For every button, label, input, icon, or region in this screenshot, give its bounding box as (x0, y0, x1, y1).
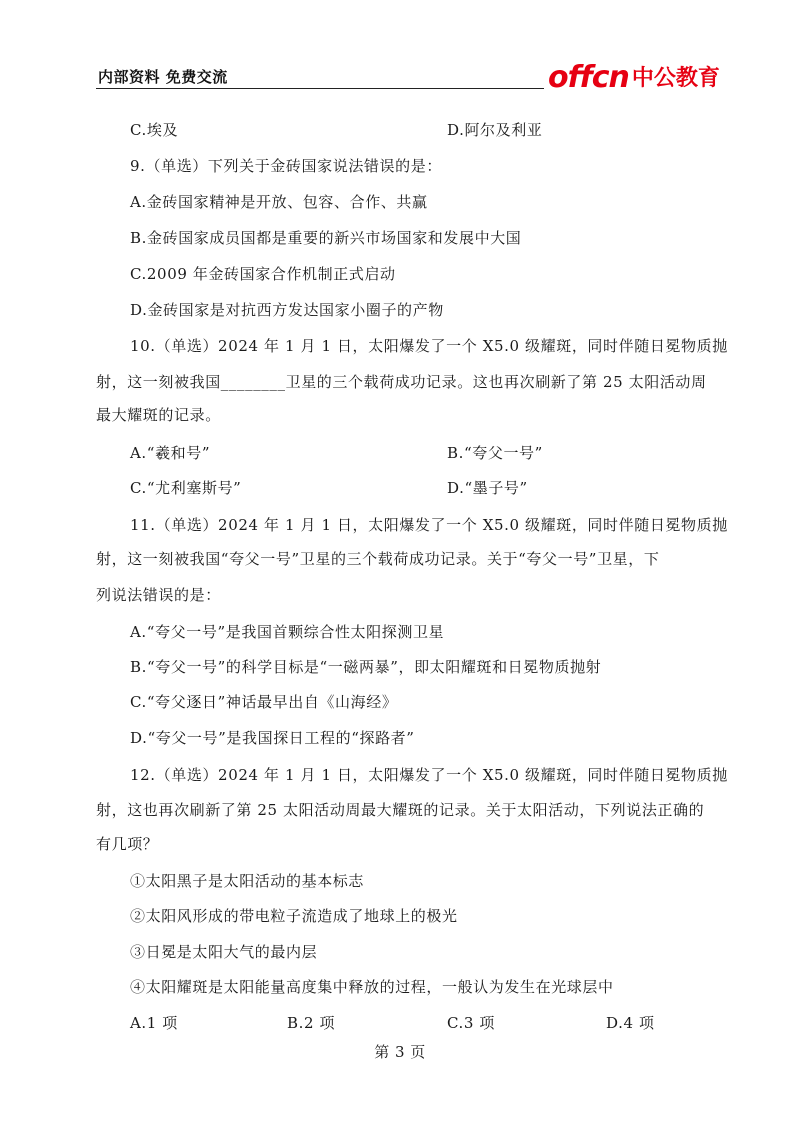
q10-option-c: C.“尤利塞斯号” (130, 479, 242, 497)
q12-option-d: D.4 项 (606, 1014, 655, 1032)
q9-stem: 9.（单选）下列关于金砖国家说法错误的是： (130, 157, 442, 175)
q12-option-c: C.3 项 (447, 1014, 496, 1032)
q12-statement-4: ④太阳耀斑是太阳能量高度集中释放的过程，一般认为发生在光球层中 (130, 978, 614, 996)
q12-stem-line-1: 12.（单选）2024 年 1 月 1 日，太阳爆发了一个 X5.0 级耀斑，同时伴随日冕物质抛 (130, 766, 728, 784)
q12-statement-2: ②太阳风形成的带电粒子流造成了地球上的极光 (130, 907, 458, 925)
q11-stem-line-2: 射，这一刻被我国“夸父一号”卫星的三个载荷成功记录。关于“夸父一号”卫星，下 (96, 550, 660, 568)
q10-option-d: D.“墨子号” (447, 479, 528, 497)
q11-stem-line-1: 11.（单选）2024 年 1 月 1 日，太阳爆发了一个 X5.0 级耀斑，同时伴随日冕物质抛 (130, 516, 728, 534)
offcn-logo (548, 58, 720, 94)
q12-option-b: B.2 项 (287, 1014, 336, 1032)
q12-option-a: A.1 项 (130, 1014, 178, 1032)
q11-stem-line-3: 列说法错误的是： (96, 586, 221, 604)
q12-statement-1: ①太阳黑子是太阳活动的基本标志 (130, 872, 365, 890)
header-rule (96, 88, 544, 89)
q9-option-c: C.2009 年金砖国家合作机制正式启动 (130, 265, 396, 283)
q8-option-c: C.埃及 (130, 121, 179, 139)
q11-option-b: B.“夸父一号”的科学目标是“一磁两暴”，即太阳耀斑和日冕物质抛射 (130, 658, 602, 676)
q12-stem-line-2: 射，这也再次刷新了第 25 太阳活动周最大耀斑的记录。关于太阳活动，下列说法正确的 (96, 801, 705, 819)
q11-option-c: C.“夸父逐日”神话最早出自《山海经》 (130, 693, 398, 711)
q12-statement-3: ③日冕是太阳大气的最内层 (130, 943, 318, 961)
page-number: 第 3 页 (374, 1043, 426, 1061)
q10-stem-line-2: 射，这一刻被我国________卫星的三个载荷成功记录。这也再次刷新了第 25 太阳活动周 (96, 373, 707, 391)
q11-option-a: A.“夸父一号”是我国首颗综合性太阳探测卫星 (130, 623, 445, 641)
q11-option-d: D.“夸父一号”是我国探日工程的“探路者” (130, 729, 415, 747)
logo-en: offcn (548, 60, 629, 95)
q9-option-b: B.金砖国家成员国都是重要的新兴市场国家和发展中大国 (130, 229, 522, 247)
q12-stem-line-3: 有几项？ (96, 835, 159, 853)
q8-option-d: D.阿尔及利亚 (447, 121, 543, 139)
q10-stem-line-1: 10.（单选）2024 年 1 月 1 日，太阳爆发了一个 X5.0 级耀斑，同时伴随日冕物质抛 (130, 337, 728, 355)
logo-cn: 中公教育 (631, 66, 720, 91)
q9-option-a: A.金砖国家精神是开放、包容、合作、共赢 (130, 193, 428, 211)
q10-option-b: B.“夸父一号” (447, 444, 543, 462)
header-left-text: 内部资料 免费交流 (98, 68, 228, 86)
q9-option-d: D.金砖国家是对抗西方发达国家小圈子的产物 (130, 301, 444, 319)
q10-stem-line-3: 最大耀斑的记录。 (96, 406, 221, 424)
q10-option-a: A.“羲和号” (130, 444, 211, 462)
